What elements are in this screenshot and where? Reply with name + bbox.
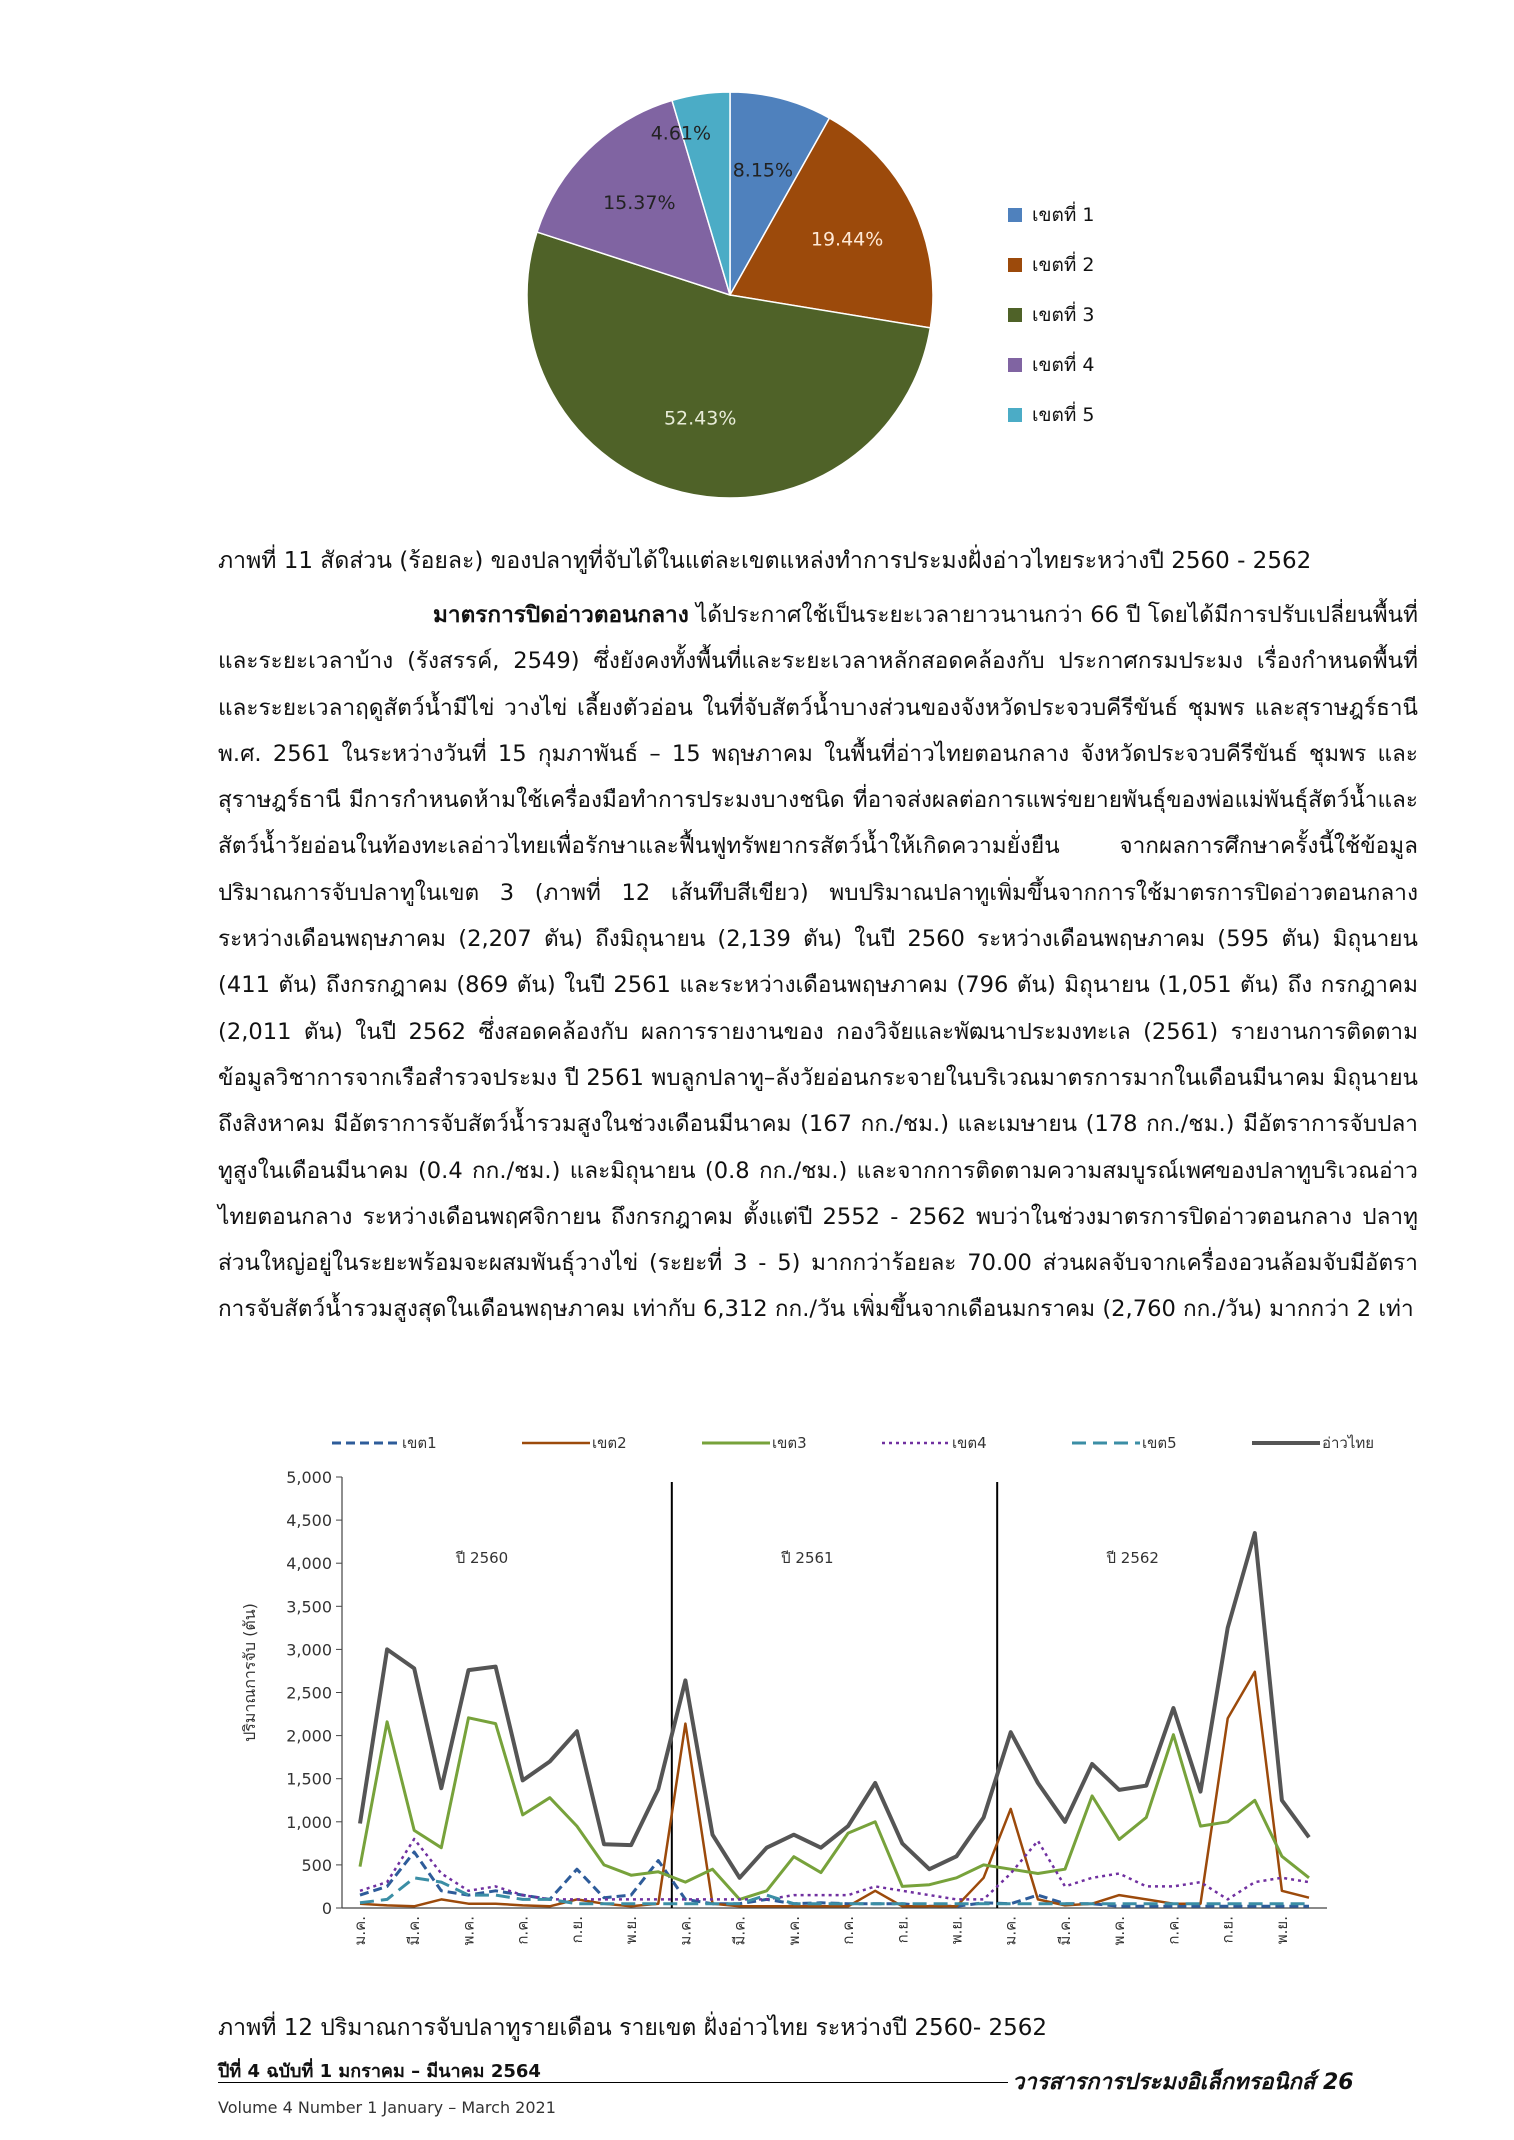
svg-text:เขต5: เขต5: [1142, 1434, 1177, 1452]
series-line-1: [360, 1852, 1309, 1906]
pie-label-zone-1: 8.15%: [732, 159, 794, 182]
x-tick-label: ก.ย.: [893, 1916, 912, 1944]
series-line-2: [360, 1672, 1309, 1907]
x-tick-label: พ.ย.: [622, 1916, 641, 1945]
x-tick-label: ก.ย.: [1218, 1916, 1237, 1944]
pie-label-zone-4: 15.37%: [603, 191, 676, 214]
y-tick-label: 1,000: [286, 1812, 332, 1832]
svg-text:เขต3: เขต3: [772, 1434, 807, 1452]
pie-label-zone-3: 52.43%: [663, 407, 737, 430]
legend-label: เขตที่ 4: [1032, 354, 1095, 376]
footer-journal: วารสารการประมงอิเล็กทรอนิกส์ 26: [1012, 2070, 1354, 2095]
y-tick-label: 1,500: [286, 1769, 332, 1789]
series-line-6: [360, 1533, 1309, 1878]
series-line-5: [360, 1878, 1309, 1904]
paragraph-lead: มาตรการปิดอ่าวตอนกลาง: [433, 602, 689, 628]
legend-swatch: [1008, 308, 1022, 322]
x-tick-label: ก.ค.: [1164, 1916, 1183, 1945]
legend-label: เขตที่ 1: [1032, 204, 1095, 226]
svg-text:เขต4: เขต4: [952, 1434, 987, 1452]
pie-legend-item-zone-5: [1008, 390, 1094, 440]
y-tick-label: 2,500: [286, 1683, 332, 1703]
paragraph-text: ได้ประกาศใช้เป็นระยะเวลายาวนานกว่า 66 ปี โดยได้มีการปรับเปลี่ยนพื้นที่และระยะเวลาบ้าง (รังสรรค์, 2549) ซึ่งยังคงทั้งพื้นที่และระยะเวลาหลักสอดคล้องกับ ประกาศกรมประมง เรื่องกำหนดพื้นที่และระยะเวลาฤดูสัตว์น้ำมีไข่ วางไข่ เลี้ยงตัวอ่อน ในที่จับสัตว์น้ำบางส่วนของจังหวัดประจวบคีรีขันธ์ ชุมพร และสุราษฎร์ธานี พ.ศ. 2561 ในระหว่างวันที่ 15 กุมภาพันธ์ – 15 พฤษภาคม ในพื้นที่อ่าวไทยตอนกลาง จังหวัดประจวบคีรีขันธ์ ชุมพร และสุราษฎร์ธานี มีการกำหนดห้ามใช้เครื่องมือทำการประมงบางชนิด ที่อาจส่งผลต่อการแพร่ขยายพันธุ์ของพ่อแม่พันธุ์สัตว์น้ำและสัตว์น้ำวัยอ่อนในท้องทะเลอ่าวไทยเพื่อรักษาและฟื้นฟูทรัพยากรสัตว์น้ำให้เกิดความยั่งยืน จากผลการศึกษาครั้งนี้ใช้ข้อมูลปริมาณการจับปลาทูในเขต 3 (ภาพที่ 12 เส้นทึบสีเขียว) พบปริมาณปลาทูเพิ่มขึ้นจากการใช้มาตรการปิดอ่าวตอนกลางระหว่างเดือนพฤษภาคม (2,207 ตัน) ถึงมิถุนายน (2,139 ตัน) ในปี 2560 ระหว่างเดือนพฤษภาคม (595 ตัน) มิถุนายน (411 ตัน) ถึงกรกฎาคม (869 ตัน) ในปี 2561 และระหว่างเดือนพฤษภาคม (796 ตัน) มิถุนายน (1,051 ตัน) ถึง กรกฎาคม (2,011 ตัน) ในปี 2562 ซึ่งสอดคล้องกับ ผลการรายงานของ กองวิจัยและพัฒนาประมงทะเล (2561) รายงานการติดตามข้อมูลวิชาการจากเรือสำรวจประมง ปี 2561 พบลูกปลาทู–ลังวัยอ่อนกระจายในบริเวณมาตรการมากในเดือนมีนาคม มิถุนายน ถึงสิงหาคม มีอัตราการจับสัตว์น้ำรวมสูงในช่วงเดือนมีนาคม (167 กก./ชม.) และเมษายน (178 กก./ชม.) มีอัตราการจับปลาทูสูงในเดือนมีนาคม (0.4 กก./ชม.) และมิถุนายน (0.8 กก./ชม.) และจากการติดตามความสมบูรณ์เพศของปลาทูบริเวณอ่าวไทยตอนกลาง ระหว่างเดือนพฤศจิกายน ถึงกรกฎาคม ตั้งแต่ปี 2552 - 2562 พบว่าในช่วงมาตรการปิดอ่าวตอนกลาง ปลาทูส่วนใหญ่อยู่ในระยะพร้อมจะผสมพันธุ์วางไข่ (ระยะที่ 3 - 5) มากกว่าร้อยละ 70.00 ส่วนผลจับจากเครื่องอวนล้อมจับมีอัตราการจับสัตว์น้ำรวมสูงสุดในเดือนพฤษภาคม เท่ากับ 6,312 กก./วัน เพิ่มขึ้นจากเดือนมกราคม (2,760 กก./วัน) มากกว่า 2 เท่า: [218, 602, 1418, 1323]
x-tick-label: ม.ค.: [351, 1916, 369, 1946]
pie-label-zone-5: 4.61%: [650, 122, 712, 145]
legend-item-3: [702, 1434, 807, 1452]
pie-legend-item-zone-4: [1008, 340, 1094, 390]
y-tick-label: 3,500: [286, 1597, 332, 1617]
pie-legend-item-zone-1: [1008, 190, 1094, 240]
year-label: ปี 2561: [781, 1549, 834, 1567]
y-tick-label: 2,000: [286, 1726, 332, 1746]
x-tick-label: พ.ย.: [1272, 1916, 1291, 1945]
footer-rule: [218, 2082, 1008, 2083]
x-tick-label: มี.ค.: [1055, 1916, 1074, 1946]
pie-legend: [1008, 190, 1094, 440]
legend-swatch: [1008, 258, 1022, 272]
x-tick-label: ก.ค.: [839, 1916, 858, 1945]
series-line-3: [360, 1718, 1309, 1900]
series-line-4: [360, 1839, 1309, 1899]
footer-volume: Volume 4 Number 1 January – March 2021: [218, 2098, 556, 2117]
pie-label-zone-2: 19.44%: [810, 228, 884, 251]
y-tick-label: 0: [321, 1899, 332, 1918]
legend-swatch: [1008, 208, 1022, 222]
pie-chart: [480, 75, 980, 525]
y-tick-label: 4,000: [286, 1554, 332, 1574]
x-tick-label: พ.ค.: [1110, 1916, 1129, 1946]
y-tick-label: 4,500: [286, 1511, 332, 1531]
x-tick-label: ก.ค.: [513, 1916, 532, 1945]
year-label: ปี 2560: [455, 1549, 509, 1567]
line-chart: [222, 1425, 1382, 1995]
x-tick-label: พ.ค.: [459, 1916, 478, 1946]
pie-legend-item-zone-3: [1008, 290, 1094, 340]
x-tick-label: มี.ค.: [405, 1916, 424, 1946]
y-tick-label: 3,000: [286, 1640, 332, 1660]
figure-12-caption: ภาพที่ 12 ปริมาณการจับปลาทูรายเดือน รายเขต ฝั่งอ่าวไทย ระหว่างปี 2560- 2562: [218, 2015, 1048, 2041]
legend-item-5: [1072, 1434, 1177, 1452]
x-tick-label: พ.ค.: [784, 1916, 803, 1946]
x-tick-label: พ.ย.: [947, 1916, 966, 1945]
svg-text:เขต1: เขต1: [402, 1434, 437, 1452]
pie-legend-item-zone-2: [1008, 240, 1094, 290]
y-axis-label: ปริมาณการจับ (ตัน): [240, 1603, 259, 1742]
legend-label: เขตที่ 3: [1032, 304, 1095, 326]
legend-item-6: [1252, 1434, 1374, 1452]
figure-11-caption: ภาพที่ 11 สัดส่วน (ร้อยละ) ของปลาทูที่จับได้ในแต่ละเขตแหล่งทำการประมงฝั่งอ่าวไทยระหว่างปี 2560 - 2562: [218, 548, 1312, 574]
legend-label: เขตที่ 5: [1032, 404, 1095, 426]
legend-swatch: [1008, 358, 1022, 372]
legend-item-4: [882, 1434, 987, 1452]
y-tick-label: 5,000: [286, 1468, 332, 1487]
x-tick-label: มี.ค.: [730, 1916, 749, 1946]
body-paragraph: [218, 592, 1418, 1333]
svg-text:เขต2: เขต2: [592, 1434, 627, 1452]
x-tick-label: ก.ย.: [567, 1916, 586, 1944]
legend-label: เขตที่ 2: [1032, 254, 1095, 276]
legend-item-2: [522, 1434, 627, 1452]
year-label: ปี 2562: [1106, 1549, 1159, 1567]
x-tick-label: ม.ค.: [676, 1916, 695, 1946]
y-tick-label: 500: [301, 1855, 332, 1875]
footer-issue: ปีที่ 4 ฉบับที่ 1 มกราคม – มีนาคม 2564: [218, 2061, 541, 2082]
svg-text:อ่าวไทย: อ่าวไทย: [1322, 1434, 1375, 1452]
legend-swatch: [1008, 408, 1022, 422]
legend-item-1: [332, 1434, 437, 1452]
x-tick-label: ม.ค.: [1001, 1916, 1020, 1946]
